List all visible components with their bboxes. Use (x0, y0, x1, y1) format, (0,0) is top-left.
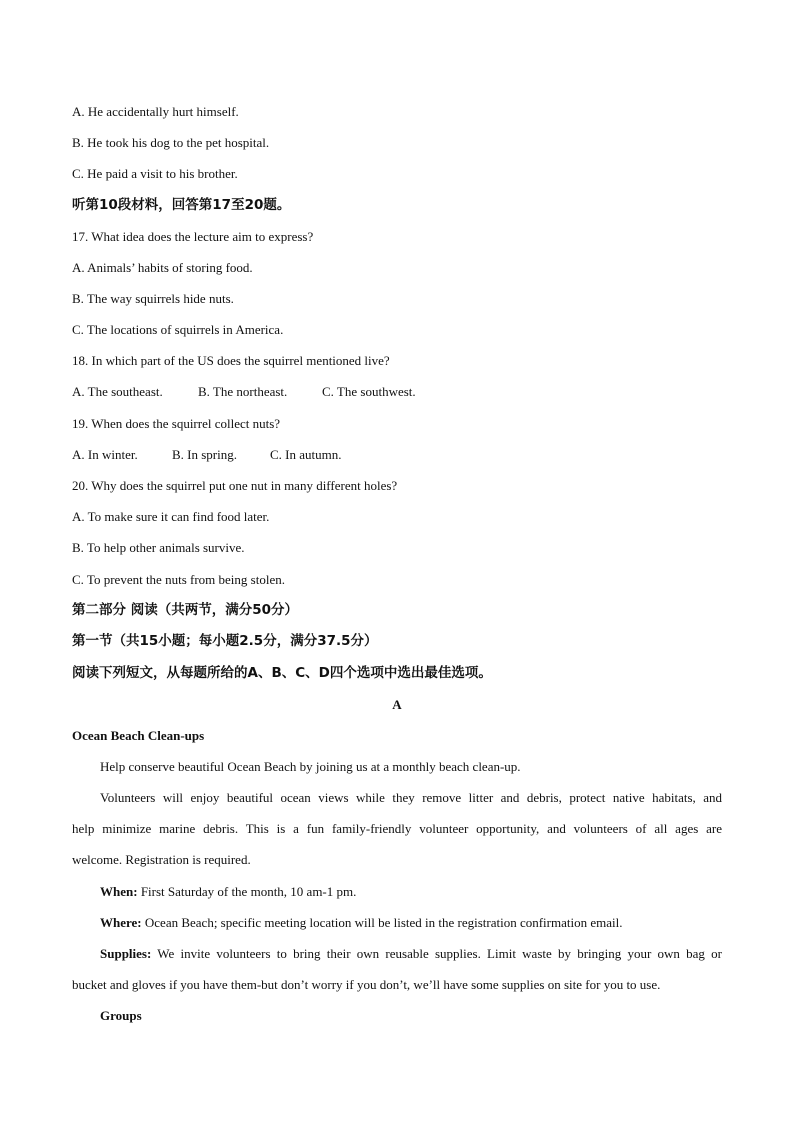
reading-instruction: 阅读下列短文，从每题所给的A、B、C、D四个选项中选出最佳选项。 (72, 665, 492, 681)
q18-option-a: A. The southeast. (72, 384, 163, 399)
when-text: First Saturday of the month, 10 am-1 pm. (137, 884, 357, 899)
where-text: Ocean Beach; specific meeting location will be listed in the registration confirmation email. (141, 915, 623, 930)
q16-option-a: A. He accidentally hurt himself. (72, 104, 239, 119)
q19-option-c: C. In autumn. (270, 447, 342, 462)
q18-options (72, 384, 416, 400)
section10-heading: 听第10段材料，回答第17至20题。 (72, 197, 291, 213)
q19-stem: 19. When does the squirrel collect nuts? (72, 416, 281, 431)
q17-option-c: C. The locations of squirrels in America. (72, 322, 284, 337)
q18-option-c: C. The southwest. (322, 384, 416, 399)
supplies-label: Supplies: (100, 946, 152, 961)
passage-title: Ocean Beach Clean-ups (72, 728, 205, 743)
q18-stem: 18. In which part of the US does the squirrel mentioned live? (72, 353, 390, 368)
q18-option-b: B. The northeast. (198, 384, 288, 399)
passage-label: A (392, 697, 402, 712)
q20-stem: 20. Why does the squirrel put one nut in many different holes? (72, 478, 398, 493)
passage-paragraph-2-line-3: welcome. Registration is required. (72, 852, 251, 867)
where-label: Where: (100, 915, 142, 930)
groups-label: Groups (100, 1008, 142, 1023)
q16-option-b: B. He took his dog to the pet hospital. (72, 135, 270, 150)
q17-option-a: A. Animals’ habits of storing food. (72, 260, 253, 275)
passage-paragraph-2-line-2: help minimize marine debris. This is a fun family-friendly volunteer opportunity, and volunteers of all ages are (72, 821, 722, 836)
when-row (100, 884, 356, 900)
q20-option-a: A. To make sure it can find food later. (72, 509, 270, 524)
passage-paragraph-2-line-1: Volunteers will enjoy beautiful ocean views while they remove litter and debris, protect native habitats, and (100, 790, 722, 805)
q17-stem: 17. What idea does the lecture aim to express? (72, 229, 314, 244)
q20-option-b: B. To help other animals survive. (72, 540, 245, 555)
passage-paragraph-1: Help conserve beautiful Ocean Beach by joining us at a monthly beach clean-up. (100, 759, 521, 774)
supplies-line-2: bucket and gloves if you have them-but don’t worry if you don’t, we’ll have some supplies on site for you to use. (72, 977, 661, 992)
q19-option-b: B. In spring. (172, 447, 237, 462)
q17-option-b: B. The way squirrels hide nuts. (72, 291, 234, 306)
where-row (100, 915, 622, 931)
q19-option-a: A. In winter. (72, 447, 138, 462)
q19-options (72, 447, 342, 463)
q20-option-c: C. To prevent the nuts from being stolen. (72, 572, 285, 587)
q16-option-c: C. He paid a visit to his brother. (72, 166, 238, 181)
section1-heading: 第一节（共15小题；每小题2.5分，满分37.5分） (72, 633, 378, 649)
when-label: When: (100, 884, 138, 899)
supplies-text: We invite volunteers to bring their own reusable supplies. Limit waste by bringing your own bag or (151, 946, 722, 961)
supplies-row (100, 946, 722, 962)
part2-heading: 第二部分 阅读（共两节，满分50分） (72, 602, 298, 618)
